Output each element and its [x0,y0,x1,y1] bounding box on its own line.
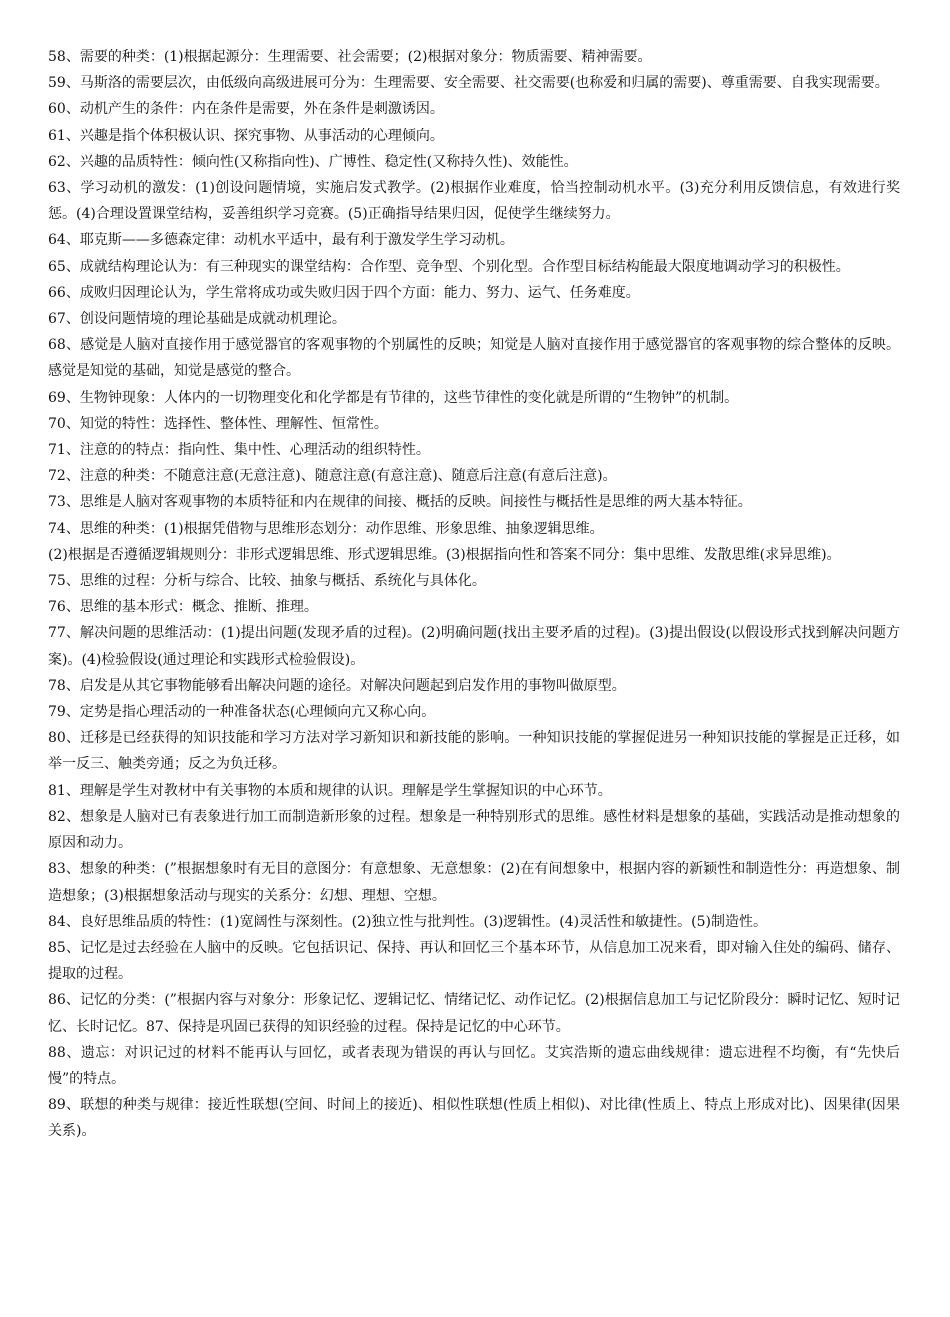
paragraph-73: 73、思维是人脑对客观事物的本质特征和内在规律的间接、概括的反映。间接性与概括性是思维的两大基本特征。 [48,494,752,511]
paragraph-79: 79、定势是指心理活动的一种准备状态(心理倾向亢又称心向。 [48,704,436,721]
paragraph-59: 59、马斯洛的需要层次，由低级向高级进展可分为：生理需要、安全需要、社交需要(也称爱和归属的需要)、尊重需要、自我实现需要。 [48,75,889,92]
document-body [48,44,900,1145]
paragraph-72: 72、注意的种类：不随意注意(无意注意)、随意注意(有意注意)、随意后注意(有意后注意)。 [48,468,617,485]
paragraph-74: 74、思维的种类：(1)根据凭借物与思维形态划分：动作思维、形象思维、抽象逻辑思维。 [48,520,604,537]
paragraph-65: 65、成就结构理论认为：有三种现实的课堂结构：合作型、竞争型、个别化型。合作型目标结构能最大限度地调动学习的积极性。 [48,258,850,275]
paragraph-66: 66、成败归因理论认为，学生常将成功或失败归因于四个方面：能力、努力、运气、任务难度。 [48,284,640,301]
paragraph-71: 71、注意的的特点：指向性、集中性、心理活动的组织特性。 [48,442,430,459]
paragraph-78: 78、启发是从其它事物能够看出解决问题的途径。对解决问题起到启发作用的事物叫做原型。 [48,677,626,694]
paragraph-83: 83、想象的种类：(”根据想象时有无目的意图分：有意想象、无意想象：(2)在有间想象中，根据内容的新颖性和制造性分：再造想象、制造想象；(3)根据想象活动与现实的关系分：幻想、理想、空想。 [48,861,900,904]
paragraph-82: 82、想象是人脑对已有表象进行加工而制造新形象的过程。想象是一种特别形式的思维。感性材料是想象的基础，实践活动是推动想象的原因和动力。 [48,808,900,852]
paragraph-60: 60、动机产生的条件：内在条件是需要，外在条件是刺激诱因。 [48,101,444,118]
paragraph-76: 76、思维的基本形式：概念、推断、推理。 [48,599,318,616]
paragraph-77: 77、解决问题的思维活动：(1)提出问题(发现矛盾的过程)。(2)明确问题(找出主要矛盾的过程)。(3)提出假设(以假设形式找到解决问题方案)。(4)检验假设(通过理论和实践形式检验假设)。 [48,625,900,668]
paragraph-67: 67、创设问题情境的理论基础是成就动机理论。 [48,311,346,328]
paragraph-64: 64、耶克斯——多德森定律：动机水平适中，最有利于激发学生学习动机。 [48,232,514,249]
paragraph-70: 70、知觉的特性：选择性、整体性、理解性、恒常性。 [48,415,388,432]
paragraph-69: 69、生物钟现象：人体内的一切物理变化和化学都是有节律的，这些节律性的变化就是所谓的“生物钟”的机制。 [48,389,739,406]
paragraph-88: 88、遗忘：对识记过的材料不能再认与回忆，或者表现为错误的再认与回忆。艾宾浩斯的遗忘曲线规律：遗忘进程不均衡，有“先快后慢”的特点。 [48,1044,900,1087]
paragraph-74-continued: (2)根据是否遵循逻辑规则分：非形式逻辑思维、形式逻辑思维。(3)根据指向性和答案不同分：集中思维、发散思维(求异思维)。 [48,546,841,563]
paragraph-80: 80、迁移是已经获得的知识技能和学习方法对学习新知识和新技能的影响。一种知识技能的掌握促进另一种知识技能的掌握是正迁移，如举一反三、触类旁通；反之为负迁移。 [48,730,900,773]
paragraph-63: 63、学习动机的激发：(1)创设问题情境，实施启发式教学。(2)根据作业难度，恰当控制动机水平。(3)充分利用反馈信息，有效进行奖惩。(4)合理设置课堂结构，妥善组织学习竞赛。(5)正确指导结果归因，促使学生继续努力。 [48,180,900,223]
paragraph-75: 75、思维的过程：分析与综合、比较、抽象与概括、系统化与具体化。 [48,573,486,590]
paragraph-61: 61、兴趣是指个体积极认识、探究事物、从事活动的心理倾向。 [48,127,444,144]
paragraph-81: 81、理解是学生对教材中有关事物的本质和规律的认识。理解是学生掌握知识的中心环节。 [48,782,612,799]
paragraph-89: 89、联想的种类与规律：接近性联想(空间、时间上的接近)、相似性联想(性质上相似)、对比律(性质上、特点上形成对比)、因果律(因果关系)。 [48,1097,900,1140]
paragraph-58: 58、需要的种类：(1)根据起源分：生理需要、社会需要；(2)根据对象分：物质需要、精神需要。 [48,49,652,65]
paragraph-84: 84、良好思维品质的特性：(1)宽阔性与深刻性。(2)独立性与批判性。(3)逻辑性。(4)灵活性和敏捷性。(5)制造性。 [48,913,767,930]
paragraph-85: 85、记忆是过去经验在人脑中的反映。它包括识记、保持、再认和回忆三个基本环节，从信息加工况来看，即对输入住处的编码、储存、提取的过程。 [48,939,900,983]
paragraph-68: 68、感觉是人脑对直接作用于感觉器官的客观事物的个别属性的反映；知觉是人脑对直接作用于感觉器官的客观事物的综合整体的反映。感觉是知觉的基础，知觉是感觉的整合。 [48,337,900,380]
paragraph-62: 62、兴趣的品质特性：倾向性(又称指向性)、广博性、稳定性(又称持久性)、效能性。 [48,153,578,170]
paragraph-86: 86、记忆的分类：(”根据内容与对象分：形象记忆、逻辑记忆、情绪记忆、动作记忆。(2)根据信息加工与记忆阶段分：瞬时记忆、短时记忆、长时记忆。87、保持是巩固已获得的知识经验的过程。保持是记忆的中心环节。 [48,992,900,1035]
